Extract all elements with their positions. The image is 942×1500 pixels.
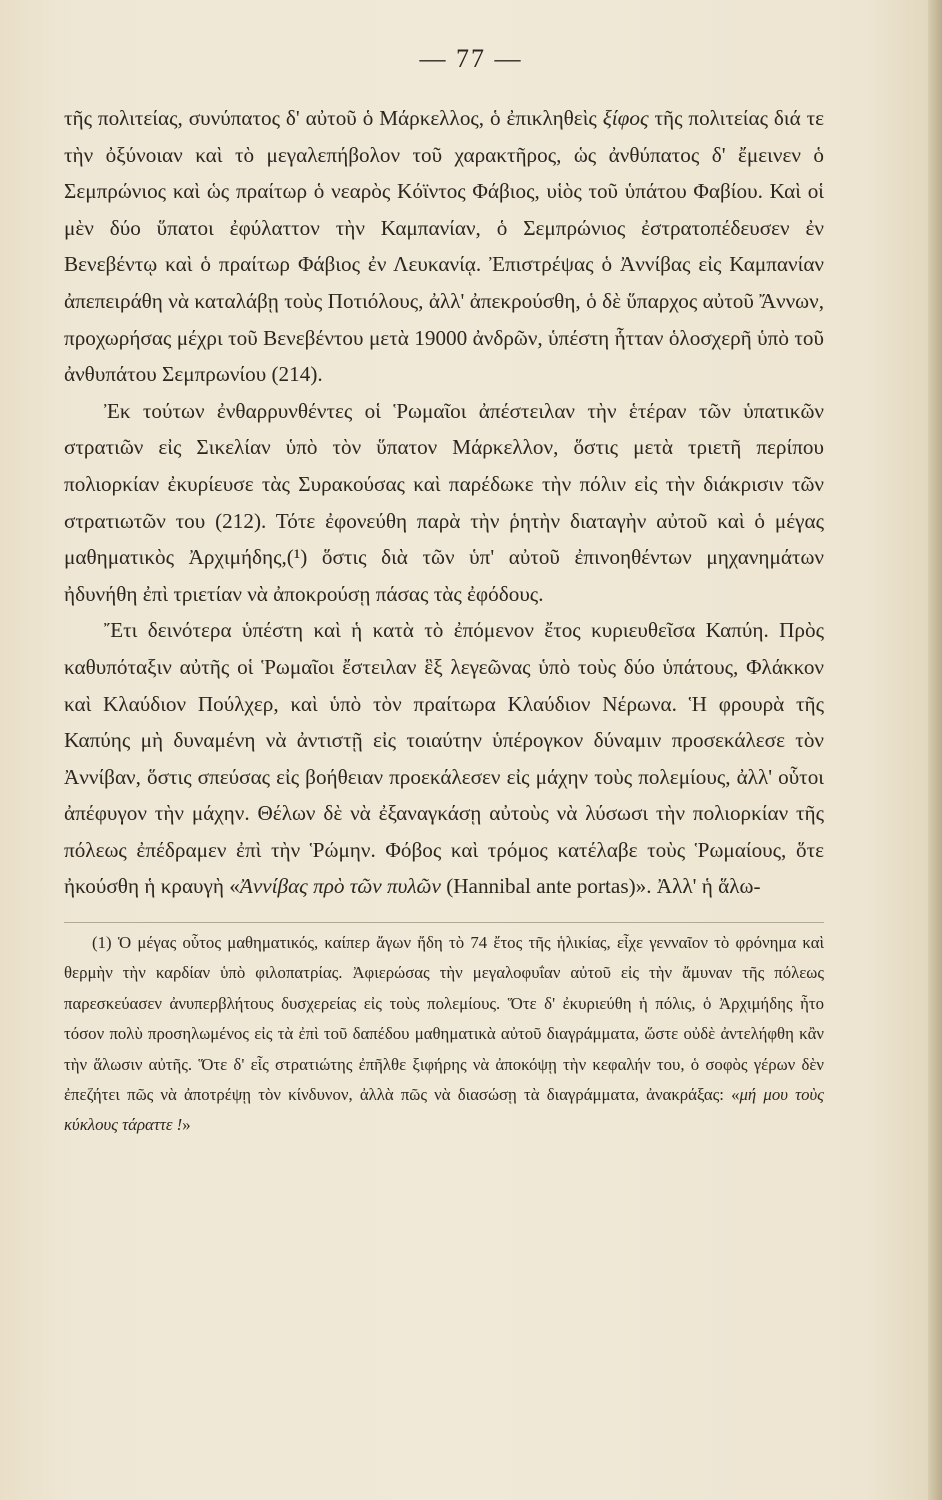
paragraph-1-start: τῆς πολιτείας, συνύπατος δ' αὐτοῦ ὁ Μάρκελλος, ὁ ἐπικληθεὶς (64, 106, 603, 130)
paragraph-2 (64, 393, 824, 613)
paragraph-2-text: Ἐκ τούτων ἐνθαρρυνθέντες οἱ Ῥωμαῖοι ἀπέστειλαν τὴν ἑτέραν τῶν ὑπατικῶν στρατιῶν εἰς Σικελίαν ὑπὸ τὸν ὕπατον Μάρκελλον, ὅστις μετὰ τριετῆ περίπου πολιορκίαν ἐκυρίευσε τὰς Συρακούσας καὶ παρέδωκε τὴν πόλιν εἰς τὴν διάκρισιν τῶν στρατιωτῶν του (212). Τότε ἐφονεύθη παρὰ τὴν ῥητὴν διαταγὴν αὐτοῦ καὶ ὁ μέγας μαθηματικὸς Ἀρχιμήδης,(¹) ὅστις διὰ τῶν ὑπ' αὐτοῦ ἐπινοηθέντων μηχανημάτων ἠδυνήθη ἐπὶ τριετίαν νὰ ἀποκρούσῃ πάσας τὰς ἐφόδους. (64, 398, 824, 606)
footnote-paragraph (64, 928, 824, 1141)
footnote-start: (1) Ὁ μέγας οὗτος μαθηματικός, καίπερ ἄγων ἤδη τὸ 74 ἔτος τῆς ἡλικίας, εἶχε γενναῖον τὸ φρόνημα καὶ θερμὴν τὴν καρδίαν ὑπὸ φιλοπατρίας. Ἀφιερώσας τὴν μεγαλοφυΐαν αὐτοῦ εἰς τὴν ἄμυναν τῆς πόλεως παρεσκεύασεν ἀνυπερβλήτους δυσχερείας εἰς τοὺς πολεμίους. Ὅτε δ' ἐκυριεύθη ἡ πόλις, ὁ Ἀρχιμήδης ἦτο τόσον πολὺ προσηλωμένος εἰς τὰ ἐπὶ τοῦ δαπέδου μαθηματικὰ αὐτοῦ διαγράμματα, ὥστε οὐδὲ ἀντελήφθη κἂν τὴν ἅλωσιν αὐτῆς. Ὅτε δ' εἷς στρατιώτης ἐπῆλθε ξιφήρης νὰ ἀποκόψῃ τὴν κεφαλήν του, ὁ σοφὸς γέρων δὲν ἐπεζήτει πῶς νὰ ἀποτρέψῃ τὸν κίνδυνον, ἀλλὰ πῶς νὰ διασώσῃ τὰ διαγράμματα, ἀνακράξας: « (64, 933, 824, 1105)
main-text (64, 100, 824, 905)
paragraph-3 (64, 612, 824, 905)
paragraph-1-end: τῆς πολιτείας διά τε τὴν ὀξύνοιαν καὶ τὸ μεγαλεπήβολον τοῦ χαρακτῆρος, ὡς ἀνθύπατος δ' ἔμεινεν ὁ Σεμπρώνιος καὶ ὡς πραίτωρ ὁ νεαρὸς Κόϊντος Φάβιος, υἱὸς τοῦ ὑπάτου Φαβίου. Καὶ οἱ μὲν δύο ὕπατοι ἐφύλαττον τὴν Καμπανίαν, ὁ Σεμπρώνιος ἐστρατοπέδευσεν ἐν Βενεβέντῳ καὶ ὁ πραίτωρ Φάβιος ἐν Λευκανίᾳ. Ἐπιστρέψας ὁ Ἀννίβας εἰς Καμπανίαν ἀπεπειράθη νὰ καταλάβῃ τοὺς Ποτιόλους, ἀλλ' ἀπεκρούσθη, ὁ δὲ ὕπαρχος αὐτοῦ Ἄννων, προχωρήσας μέχρι τοῦ Βενεβέντου μετὰ 19000 ἀνδρῶν, ὑπέστη ἧτταν ὁλοσχερῆ ὑπὸ τοῦ ἀνθυπάτου Σεμπρωνίου (214). (64, 106, 824, 387)
paragraph-3-end: (Hannibal ante portas)». Ἀλλ' ἡ ἅλω- (440, 874, 761, 899)
paragraph-1-emphasis: ξίφος (602, 106, 649, 130)
footnote (64, 928, 824, 1141)
footnote-divider (64, 922, 824, 923)
footnote-end: » (182, 1115, 191, 1135)
paragraph-3-emphasis: Ἀννίβας πρὸ τῶν πυλῶν (239, 874, 441, 899)
paragraph-3-start: Ἔτι δεινότερα ὑπέστη καὶ ἡ κατὰ τὸ ἐπόμενον ἔτος κυριευθεῖσα Καπύη. Πρὸς καθυπόταξιν αὐτῆς οἱ Ῥωμαῖοι ἔστειλαν ἓξ λεγεῶνας ὑπὸ τοὺς δύο ὑπάτους, Φλάκκον καὶ Κλαύδιον Πούλχερ, καὶ ὑπὸ τὸν πραίτωρα Κλαύδιον Νέρωνα. Ἡ φρουρὰ τῆς Καπύης μὴ δυναμένη νὰ ἀντιστῇ εἰς τοιαύτην ὑπέρογκον δύναμιν προσεκάλεσε τὸν Ἀννίβαν, ὅστις σπεύσας εἰς βοήθειαν προεκάλεσεν εἰς μάχην τοὺς πολεμίους, ἀλλ' οὗτοι ἀπέφυγον τὴν μάχην. Θέλων δὲ νὰ ἐξαναγκάσῃ αὐτοὺς νὰ λύσωσι τὴν πολιορκίαν τῆς πόλεως ἐπέδραμεν ἐπὶ τὴν Ῥώμην. Φόβος καὶ τρόμος κατέλαβε τοὺς Ῥωμαίους, ὅτε ἠκούσθη ἡ κραυγὴ « (64, 618, 824, 899)
page-number: — 77 — (419, 44, 523, 73)
paragraph-1 (64, 100, 824, 393)
book-spine-edge (928, 0, 942, 1500)
footnote-emphasis: μή μου τοὺς κύκλους τάραττε ! (64, 1085, 824, 1135)
